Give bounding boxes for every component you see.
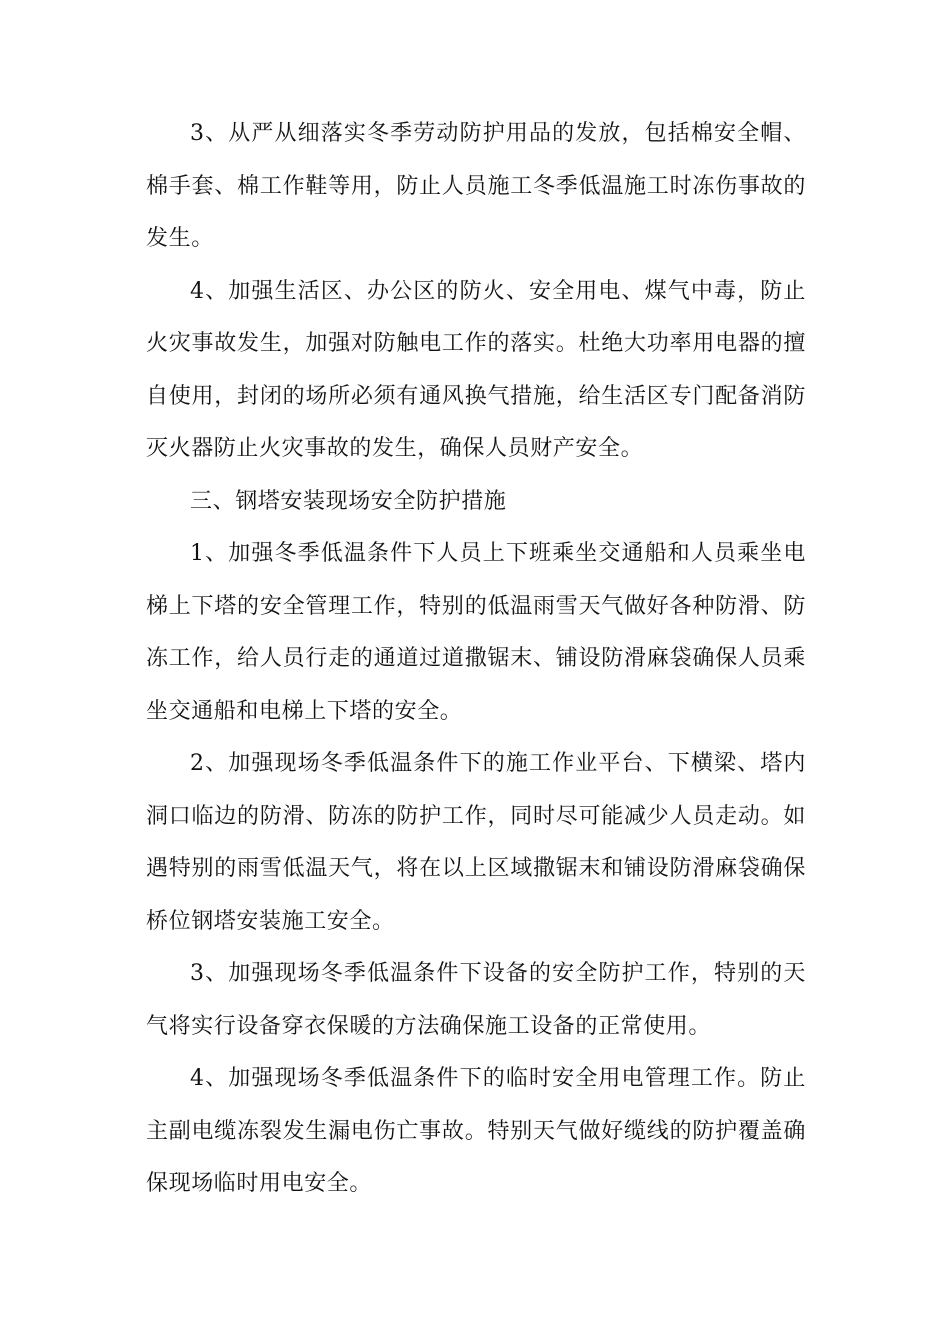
paragraph-boat-elevator-safety: 1、加强冬季低温条件下人员上下班乘坐交通船和人员乘坐电梯上下塔的安全管理工作，特别的低温雨雪天气做好各种防滑、防冻工作，给人员行走的通道过道撒锯末、铺设防滑麻袋确保人员乘坐交通船和电梯上下塔的安全。 (146, 541, 806, 724)
paragraph-winter-protective-gear: 3、从严从细落实冬季劳动防护用品的发放，包括棉安全帽、棉手套、棉工作鞋等用，防止人员施工冬季低温施工时冻伤事故的发生。 (146, 121, 806, 251)
paragraph-fire-electrical-safety: 4、加强生活区、办公区的防火、安全用电、煤气中毒，防止火灾事故发生，加强对防触电工作的落实。杜绝大功率用电器的擅自使用，封闭的场所必须有通风换气措施，给生活区专门配备消防灭火器防止火灾事故的发生，确保人员财产安全。 (146, 278, 806, 461)
paragraph-equipment-protection: 3、加强现场冬季低温条件下设备的安全防护工作，特别的天气将实行设备穿衣保暖的方法确保施工设备的正常使用。 (146, 961, 806, 1039)
paragraph-temporary-power: 4、加强现场冬季低温条件下的临时安全用电管理工作。防止主副电缆冻裂发生漏电伤亡事故。特别天气做好缆线的防护覆盖确保现场临时用电安全。 (146, 1066, 806, 1196)
section-heading-steel-tower-safety: 三、钢塔安装现场安全防护措施 (190, 488, 507, 514)
paragraph-platform-antislip: 2、加强现场冬季低温条件下的施工作业平台、下横梁、塔内洞口临边的防滑、防冻的防护工作，同时尽可能减少人员走动。如遇特别的雨雪低温天气，将在以上区域撒锯末和铺设防滑麻袋确保桥位钢塔安装施工安全。 (146, 751, 806, 934)
document-body (146, 108, 806, 1211)
